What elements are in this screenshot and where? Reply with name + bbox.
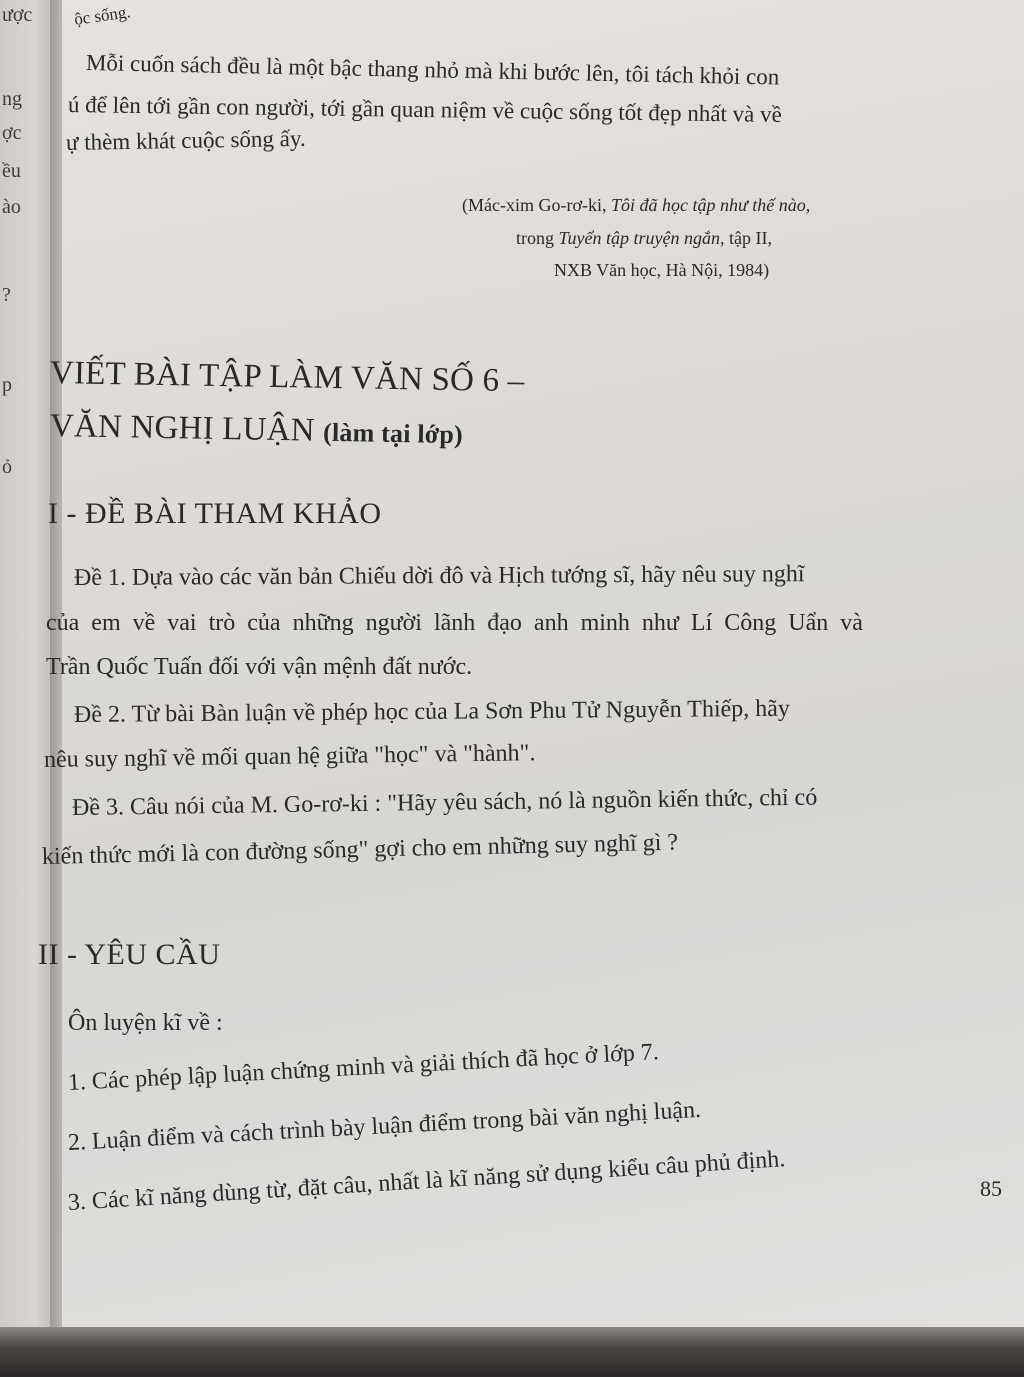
prev-page-fragment: ợc <box>2 122 22 144</box>
text-line: ộc sống. <box>72 2 132 29</box>
citation-prefix: trong <box>516 228 559 248</box>
de1-line-2: của em về vai trò của những người lãnh đạo anh minh như Lí Công Uẩn và <box>46 610 863 636</box>
de2-line-2: nêu suy nghĩ về mối quan hệ giữa "học" và "hành". <box>43 740 536 773</box>
citation-author: (Mác-xim Go-rơ-ki, <box>462 195 611 215</box>
de2-line-1: Đề 2. Từ bài Bàn luận về phép học của La Sơn Phu Tử Nguyễn Thiếp, hãy <box>73 695 790 728</box>
citation-work: Tôi đã học tập như thế nào, <box>610 195 811 215</box>
heading-main: VĂN NGHỊ LUẬN <box>49 408 316 449</box>
citation-line-2 <box>516 228 772 249</box>
text-line: ự thèm khát cuộc sống ấy. <box>65 125 306 155</box>
prev-page-fragment: ào <box>2 196 21 218</box>
de1-line-1: Đề 1. Dựa vào các văn bản Chiếu dời đô và Hịch tướng sĩ, hãy nêu suy nghĩ <box>73 561 805 591</box>
prev-page-fragment: p <box>2 374 12 396</box>
citation-volume: , tập II, <box>719 228 772 248</box>
de3-line-1: Đề 3. Câu nói của M. Go-rơ-ki : "Hãy yêu sách, nó là nguồn kiến thức, chỉ có <box>71 784 818 821</box>
page-bottom-shadow <box>0 1327 1024 1377</box>
prev-page-fragment: ? <box>2 284 11 306</box>
page-content <box>38 0 1024 1340</box>
text-line: ú để lên tới gần con người, tới gần quan niệm về cuộc sống tốt đẹp nhất và về <box>67 92 782 127</box>
section-title: II - YÊU CẦU <box>38 938 221 971</box>
prev-page-fragment: ỏ <box>2 456 12 478</box>
de1-line-3: Trần Quốc Tuấn đối với vận mệnh đất nước. <box>46 654 473 680</box>
heading-line-2 <box>50 408 464 452</box>
heading-note: (làm tại lớp) <box>322 417 464 450</box>
section-title: I - ĐỀ BÀI THAM KHẢO <box>48 497 382 530</box>
requirement-item: 2. Luận điểm và cách trình bày luận điểm trong bài văn nghị luận. <box>67 1096 702 1156</box>
book-page <box>38 0 1024 1340</box>
de3-line-2: kiến thức mới là con đường sống" gợi cho em những suy nghĩ gì ? <box>41 829 679 870</box>
requirement-item: 1. Các phép lập luận chứng minh và giải thích đã học ở lớp 7. <box>67 1039 660 1096</box>
heading-line-1: VIẾT BÀI TẬP LÀM VĂN SỐ 6 – <box>49 355 525 400</box>
prev-page-fragment: ng <box>2 88 22 110</box>
requirements-intro: Ôn luyện kĩ về : <box>68 1010 223 1036</box>
requirement-item: 3. Các kĩ năng dùng từ, đặt câu, nhất là kĩ năng sử dụng kiểu câu phủ định. <box>67 1146 786 1216</box>
text-line: Mỗi cuốn sách đều là một bậc thang nhỏ mà khi bước lên, tôi tách khỏi con <box>85 50 780 90</box>
page-number: 85 <box>980 1176 1002 1201</box>
prev-page-fragment: ược <box>2 4 33 26</box>
prev-page-fragment: ều <box>2 160 21 182</box>
citation-collection: Tuyển tập truyện ngắn <box>558 228 720 248</box>
citation-line-3: NXB Văn học, Hà Nội, 1984) <box>554 260 770 280</box>
citation-line-1 <box>462 195 810 216</box>
